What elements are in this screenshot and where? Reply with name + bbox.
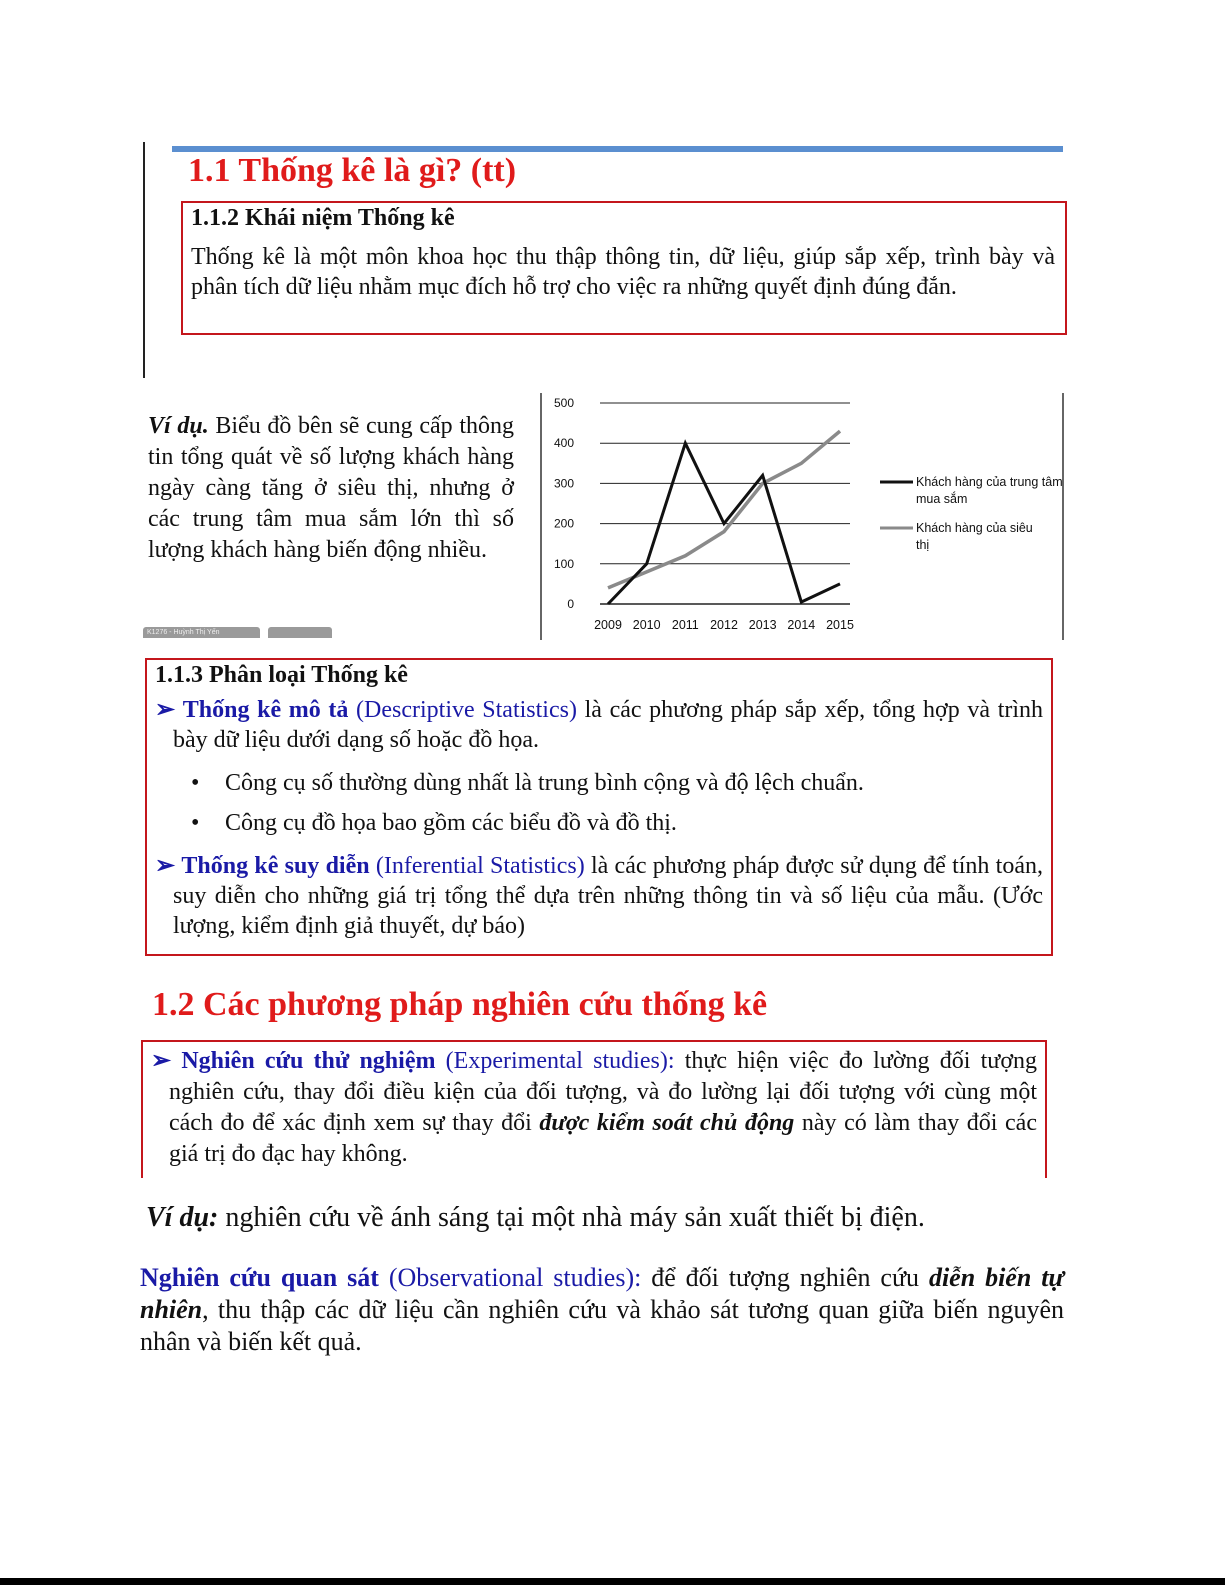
inferential-english: (Inferential Statistics) <box>369 853 585 879</box>
example-1-text: Biểu đồ bên sẽ cung cấp thông tin tổng quát về số lượng khách hàng ngày càng tăng ở siêu thị, nhưng ở các trung tâm mua sắm lớn thì số lượng khách hàng biến động nhiều. <box>148 413 514 563</box>
legend-label <box>916 521 1033 552</box>
observational-text: để đối tượng nghiên cứu <box>641 1263 929 1292</box>
example-1 <box>148 411 514 566</box>
descriptive-text: là các phương pháp sắp xếp, tổng hợp và trình bày dữ liệu dưới dạng số hoặc đồ họa. <box>173 697 1044 753</box>
legend-label <box>916 475 1063 506</box>
footer-tabs <box>143 627 335 638</box>
classification-subtitle: 1.1.3 Phân loại Thống kê <box>155 662 408 688</box>
observational-studies-item <box>140 1262 1064 1358</box>
customer-line-chart <box>540 393 1066 640</box>
definition-subtitle: 1.1.2 Khái niệm Thống kê <box>191 205 455 231</box>
legend-label-line: Khách hàng của trung tâm <box>916 475 1063 489</box>
y-tick-label: 0 <box>567 597 574 611</box>
y-tick-label: 200 <box>553 516 574 531</box>
section-title-1-2: 1.2 Các phương pháp nghiên cứu thống kê <box>152 986 768 1023</box>
example-2-label: Ví dụ: <box>146 1202 219 1233</box>
arrow-icon: ➢ <box>155 697 176 723</box>
x-tick-label: 2015 <box>826 618 854 632</box>
experimental-studies-item <box>151 1046 1037 1170</box>
legend-label-line: Khách hàng của siêu <box>916 521 1033 535</box>
chart-legend <box>880 475 1063 552</box>
arrow-icon: ➢ <box>151 1048 172 1074</box>
list-item: • Công cụ đồ họa bao gồm các biểu đồ và đồ thị. <box>155 803 1043 843</box>
descriptive-term: Thống kê mô tả <box>182 697 349 723</box>
x-tick-label: 2010 <box>632 618 661 632</box>
descriptive-tools-list <box>155 763 1043 843</box>
experimental-english: (Experimental studies): <box>435 1048 675 1074</box>
x-tick-label: 2012 <box>710 618 738 632</box>
definition-box <box>181 201 1067 335</box>
page-bottom-rule <box>0 1578 1225 1585</box>
list-item: • Công cụ số thường dùng nhất là trung bình cộng và độ lệch chuẩn. <box>155 763 1043 803</box>
example-2 <box>146 1202 925 1234</box>
footer-tab-blank <box>268 627 332 638</box>
x-tick-label: 2014 <box>787 618 816 632</box>
observational-emphasis: diễn biến tự nhiên <box>140 1263 1064 1324</box>
footer-tab-author: K1276 - Huỳnh Thị Yến <box>143 627 260 638</box>
example-2-text: nghiên cứu về ánh sáng tại một nhà máy sản xuất thiết bị điện. <box>218 1202 925 1233</box>
section-title-1-1: 1.1 Thống kê là gì? (tt) <box>188 152 517 189</box>
arrow-icon: ➢ <box>155 853 176 879</box>
chart-series <box>608 431 840 604</box>
experimental-text: thực hiện việc đo lường đối tượng nghiên cứu, thay đổi điều kiện của đối tượng, và đo lường lại đối tượng với cùng một cách đo để xác định xem sự thay đổi <box>169 1048 1038 1136</box>
classification-box <box>145 658 1053 956</box>
y-tick-label: 100 <box>553 556 574 571</box>
experimental-box <box>141 1040 1047 1178</box>
chart-x-ticks <box>594 618 854 632</box>
x-tick-label: 2011 <box>671 618 699 632</box>
experimental-term: Nghiên cứu thử nghiệm <box>181 1048 436 1074</box>
x-tick-label: 2009 <box>594 618 622 632</box>
inferential-term: Thống kê suy diễn <box>181 853 370 879</box>
slide-left-rule <box>143 142 145 378</box>
observational-english: (Observational studies): <box>378 1263 642 1292</box>
series-line <box>608 431 840 588</box>
experimental-tail: này có làm thay đổi các giá trị đo đạc hay không. <box>169 1110 1037 1167</box>
legend-label-line: thị <box>916 538 930 552</box>
definition-text: Thống kê là một môn khoa học thu thập thông tin, dữ liệu, giúp sắp xếp, trình bày và phân tích dữ liệu nhằm mục đích hỗ trợ cho việc ra những quyết định đúng đắn. <box>191 244 1055 300</box>
observational-tail: , thu thập các dữ liệu cần nghiên cứu và khảo sát tương quan giữa biến nguyên nhân và biến kết quả. <box>140 1295 1064 1356</box>
y-tick-label: 500 <box>553 396 574 410</box>
y-tick-label: 400 <box>553 436 574 451</box>
example-1-label: Ví dụ. <box>148 413 209 439</box>
inferential-text: là các phương pháp được sử dụng để tính toán, suy diễn cho những giá trị tổng thể dựa trên những thông tin và số liệu của mẫu. (Ước lượng, kiểm định giả thuyết, dự báo) <box>173 853 1043 939</box>
chart-y-ticks <box>554 396 574 611</box>
descriptive-statistics-item <box>155 695 1043 755</box>
observational-term: Nghiên cứu quan sát <box>140 1263 379 1292</box>
y-tick-label: 300 <box>553 476 574 491</box>
x-tick-label: 2013 <box>748 618 777 632</box>
descriptive-english: (Descriptive Statistics) <box>348 697 577 723</box>
legend-label-line: mua sắm <box>916 492 968 506</box>
experimental-emphasis: được kiểm soát chủ động <box>539 1110 795 1136</box>
inferential-statistics-item <box>155 851 1043 941</box>
